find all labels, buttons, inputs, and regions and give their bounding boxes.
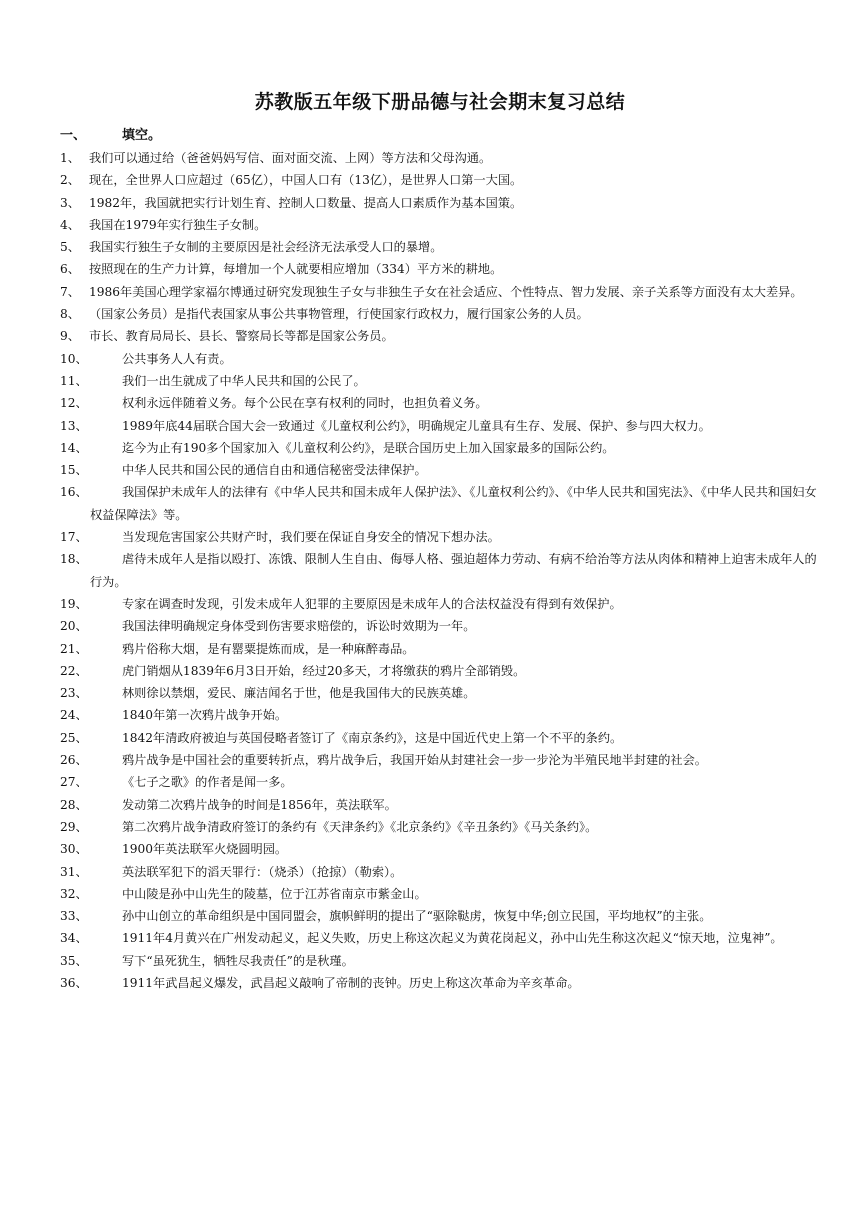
item-text: 我国保护未成年人的法律有《中华人民共和国未成年人保护法》、《儿童权利公约》、《中华人民共和国宪法》、《中华人民共和国妇女权益保障法》等。 — [90, 485, 817, 522]
item-number: 2、 — [60, 173, 80, 188]
item-text: 现在，全世界人口应超过（65亿），中国人口有（13亿），是世界人口第一大国。 — [89, 173, 523, 188]
item-text: 我国实行独生子女制的主要原因是社会经济无法承受人口的暴增。 — [89, 240, 443, 255]
item-number: 14、 — [60, 440, 88, 455]
item-number: 30、 — [60, 842, 88, 857]
list-item — [60, 638, 822, 660]
item-number: 15、 — [60, 463, 88, 478]
item-text: 我国法律明确规定身体受到伤害要求赔偿的，诉讼时效期为一年。 — [122, 619, 476, 634]
item-number: 7、 — [60, 284, 80, 299]
list-item — [60, 169, 822, 191]
item-text: 孙中山创立的革命组织是中国同盟会，旗帜鲜明的提出了“驱除鞑虏，恢复中华;创立民国，平均地权”的主张。 — [122, 909, 712, 924]
item-number: 6、 — [60, 262, 80, 277]
item-number: 36、 — [60, 975, 88, 990]
item-text: 当发现危害国家公共财产时，我们要在保证自身安全的情况下想办法。 — [122, 530, 500, 545]
section-label: 填空。 — [122, 128, 162, 143]
fill-in-list — [60, 147, 822, 994]
item-number: 27、 — [60, 775, 88, 790]
item-text: 我国在1979年实行独生子女制。 — [89, 217, 267, 232]
item-number: 9、 — [60, 329, 80, 344]
list-item — [60, 727, 822, 749]
item-text: 迄今为止有190多个国家加入《儿童权利公约》，是联合国历史上加入国家最多的国际公约。 — [122, 440, 615, 455]
list-item — [60, 147, 822, 169]
item-number: 24、 — [60, 708, 88, 723]
item-text: 中华人民共和国公民的通信自由和通信秘密受法律保护。 — [122, 463, 427, 478]
list-item — [60, 192, 822, 214]
list-item — [60, 794, 822, 816]
item-text: 虎门销烟从1839年6月3日开始，经过20多天，才将缴获的鸦片全部销毁。 — [122, 663, 526, 678]
list-item — [60, 972, 822, 994]
item-text: 1840年第一次鸦片战争开始。 — [122, 708, 288, 723]
list-item — [60, 660, 822, 682]
item-number: 25、 — [60, 730, 88, 745]
list-item — [60, 816, 822, 838]
list-item — [60, 927, 822, 949]
list-item — [60, 861, 822, 883]
item-text: 1986年美国心理学家福尔博通过研究发现独生子女与非独生子女在社会适应、个性特点、智力发展、亲子关系等方面没有太大差异。 — [89, 284, 803, 299]
item-text: 1982年，我国就把实行计划生育、控制人口数量、提高人口素质作为基本国策。 — [89, 195, 523, 210]
list-item — [60, 704, 822, 726]
list-item — [60, 415, 822, 437]
item-text: 权利永远伴随着义务。每个公民在享有权利的同时，也担负着义务。 — [122, 396, 488, 411]
list-item — [60, 481, 822, 526]
item-number: 29、 — [60, 819, 88, 834]
item-number: 11、 — [60, 373, 88, 388]
list-item — [60, 593, 822, 615]
item-text: 英法联军犯下的滔天罪行：（烧杀）（抢掠）（勒索）。 — [122, 864, 403, 879]
list-item — [60, 838, 822, 860]
item-number: 19、 — [60, 596, 88, 611]
section-number: 一、 — [60, 128, 87, 143]
item-text: 市长、教育局局长、县长、警察局长等都是国家公务员。 — [89, 329, 394, 344]
list-item — [60, 303, 822, 325]
item-text: 鸦片俗称大烟，是有罂粟提炼而成，是一种麻醉毒品。 — [122, 641, 415, 656]
list-item — [60, 348, 822, 370]
item-number: 17、 — [60, 530, 88, 545]
document-title: 苏教版五年级下册品德与社会期末复习总结 — [254, 91, 626, 113]
section-heading — [60, 124, 161, 143]
list-item — [60, 771, 822, 793]
list-item — [60, 749, 822, 771]
item-text: 1911年武昌起义爆发，武昌起义敲响了帝制的丧钟。历史上称这次革命为辛亥革命。 — [122, 975, 580, 990]
item-text: 公共事务人人有责。 — [122, 351, 232, 366]
item-text: 虐待未成年人是指以殴打、冻饿、限制人生自由、侮辱人格、强迫超体力劳动、有病不给治等方法从肉体和精神上迫害未成年人的行为。 — [90, 552, 817, 589]
item-text: 发动第二次鸦片战争的时间是1856年，英法联军。 — [122, 797, 397, 812]
list-item — [60, 258, 822, 280]
list-item — [60, 905, 822, 927]
item-number: 10、 — [60, 351, 88, 366]
item-number: 31、 — [60, 864, 88, 879]
item-number: 34、 — [60, 931, 88, 946]
list-item — [60, 950, 822, 972]
item-text: 1989年底44届联合国大会一致通过《儿童权利公约》，明确规定儿童具有生存、发展、保护、参与四大权力。 — [122, 418, 711, 433]
item-text: （国家公务员）是指代表国家从事公共事物管理，行使国家行政权力，履行国家公务的人员。 — [89, 307, 589, 322]
list-item — [60, 214, 822, 236]
item-text: 1900年英法联军火烧圆明园。 — [122, 842, 288, 857]
item-number: 23、 — [60, 686, 88, 701]
item-number: 21、 — [60, 641, 88, 656]
item-text: 1911年4月黄兴在广州发动起义，起义失败，历史上称这次起义为黄花岗起义，孙中山先生称这次起义“惊天地，泣鬼神”。 — [122, 931, 783, 946]
list-item — [60, 615, 822, 637]
item-number: 1、 — [60, 151, 80, 165]
item-number: 12、 — [60, 396, 88, 411]
item-text: 我们一出生就成了中华人民共和国的公民了。 — [122, 373, 366, 388]
list-item — [60, 883, 822, 905]
item-number: 35、 — [60, 953, 88, 968]
list-item — [60, 437, 822, 459]
list-item — [60, 526, 822, 548]
list-item — [60, 459, 822, 481]
list-item — [60, 548, 822, 593]
item-number: 26、 — [60, 753, 88, 768]
item-number: 22、 — [60, 663, 88, 678]
item-number: 8、 — [60, 307, 80, 322]
item-text: 按照现在的生产力计算，每增加一个人就要相应增加（334）平方米的耕地。 — [89, 262, 503, 277]
item-number: 20、 — [60, 619, 88, 634]
item-text: 第二次鸦片战争清政府签订的条约有《天津条约》《北京条约》《辛丑条约》《马关条约》。 — [122, 819, 598, 834]
item-text: 鸦片战争是中国社会的重要转折点，鸦片战争后，我国开始从封建社会一步一步沦为半殖民地半封建的社会。 — [122, 753, 707, 768]
item-number: 13、 — [60, 418, 88, 433]
item-number: 33、 — [60, 909, 88, 924]
item-number: 28、 — [60, 797, 88, 812]
list-item — [60, 325, 822, 347]
item-text: 专家在调查时发现，引发未成年人犯罪的主要原因是未成年人的合法权益没有得到有效保护。 — [122, 596, 622, 611]
item-text: 我们可以通过给（爸爸妈妈写信、面对面交流、上网）等方法和父母沟通。 — [89, 151, 492, 165]
list-item — [60, 236, 822, 258]
item-number: 32、 — [60, 886, 88, 901]
list-item — [60, 370, 822, 392]
item-number: 16、 — [60, 485, 88, 500]
item-text: 林则徐以禁烟，爱民、廉洁闻名于世，他是我国伟大的民族英雄。 — [122, 686, 476, 701]
item-text: 中山陵是孙中山先生的陵墓，位于江苏省南京市紫金山。 — [122, 886, 427, 901]
list-item — [60, 392, 822, 414]
item-number: 5、 — [60, 240, 80, 255]
item-text: 写下“虽死犹生，牺牲尽我责任”的是秋瑾。 — [122, 953, 354, 968]
item-number: 18、 — [60, 552, 88, 567]
item-text: 《七子之歌》的作者是闻一多。 — [122, 775, 293, 790]
item-number: 3、 — [60, 195, 80, 210]
item-text: 1842年清政府被迫与英国侵略者签订了《南京条约》，这是中国近代史上第一个不平的条约。 — [122, 730, 623, 745]
item-number: 4、 — [60, 217, 80, 232]
list-item — [60, 682, 822, 704]
list-item — [60, 281, 822, 303]
